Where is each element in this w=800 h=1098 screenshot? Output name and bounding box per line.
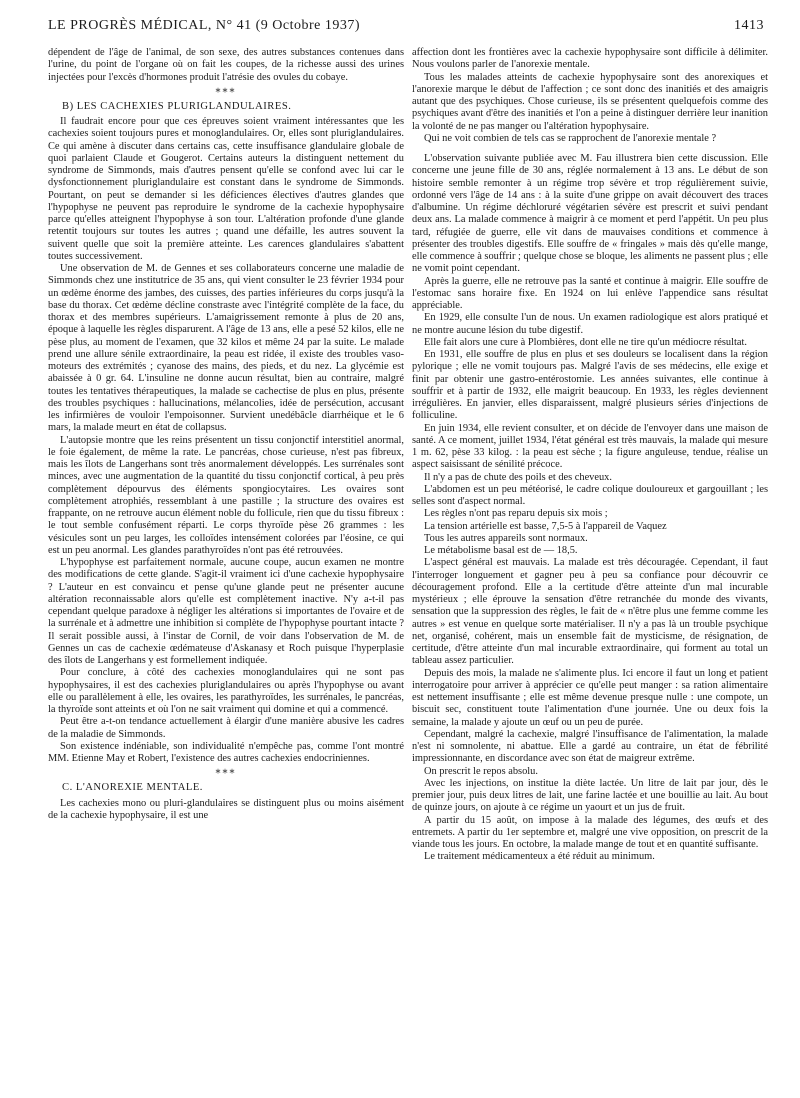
section-heading-c: C. L'ANOREXIE MENTALE.: [62, 782, 203, 794]
running-header: [0, 0, 800, 38]
paragraph: affection dont les frontières avec la cachexie hypophysaire sont difficile à délimiter. Nous voulons parler de l'anorexie mentale.: [412, 47, 768, 71]
paragraph: Tous les malades atteints de cachexie hypophysaire sont des anorexiques et l'anorexie marque le début de l'affection ; ce sont donc des inanitiés et des amaigris autant que des psychiques. Chose curieuse, ils se présentent quelquefois comme des psychiques avant d'être des inanitiés et l'on a peine à distinguer derrière leur inanition la volonté de ne pas manger ou l'altération hypophysaire.: [412, 71, 768, 132]
paragraph: Une observation de M. de Gennes et ses collaborateurs concerne une maladie de Simmonds chez une institutrice de 35 ans, qui vient consulter le 23 février 1934 pour un œdème énorme des jambes, des cuisses, des parties inférieures du corps jusqu'à la base du thorax. Cet œdème décline constraste avec l'intégrité complète de la face, du thorax et des membres supérieurs. L'amaigrissement remonte à plus de 20 ans, époque à laquelle les règles disparurent. A l'âge de 13 ans, elle a pesé 52 kilos, elle ne pèse plus, au moment de l'examen, que 32 kilos et même 24 par la suite. Le malade prend une allure sénile extraordinaire, la peau est ridée, il existe des troubles vaso-moteurs des extrémités ; cyanose des mains, des pieds, et du nez. La glycémie est abaissée à 0 gr. 64. L'insuline ne donne aucun résultat, bien au contraire, malgré toutes les tentatives thérapeutiques, la malade se cachectise de plus en plus, présente des troubles psychiques : hallucinations, mélancolies, idée de persécution, accusant les infirmières de vouloir l'empoisonner. Survient unedébâcle diarrhéique et le 6 mars, la malade meurt en état de collapsus.: [48, 263, 404, 434]
journal-title: LE PROGRÈS MÉDICAL, N° 41 (9 Octobre 1937): [48, 18, 361, 33]
paragraph: dépendent de l'âge de l'animal, de son sexe, des autres substances contenues dans l'urine, du point de l'organe où on fait les coupes, de la richesse aussi des urines injectées pour l'excès d'hormones produit l'atrésie des ovules du cobaye.: [48, 47, 404, 83]
paragraph: Son existence indéniable, son individualité n'empêche pas, comme l'ont montré MM. Etienne May et Robert, l'existence des autres cachexies endocriniennes.: [48, 740, 404, 764]
paragraph: Pour conclure, à côté des cachexies monoglandulaires qui ne sont pas hypophysaires, il est des cachexies pluriglandulaires ou après l'hypophyse ou avant elle ou parallèlement à elle, les ovaires, les parathyroïdes, les surrénales, le pancréas, la thyroïde sont atteints et où l'on ne sait vraiment qui domine et qui a commencé.: [48, 667, 404, 715]
paragraph: L'aspect général est mauvais. La malade est très découragée. Cependant, il faut l'interroger longuement et gagner peu à peu sa confiance pour découvrir ce découragement profond. Elle a la certitude d'être atteinte d'un mal incurable mystérieux ; elle éprouve la sensation d'être retranchée du monde des vivants, sensation que la suppression des règles, le fait de « n'être plus une femme comme les autres » est venue en quelque sorte matérialiser. Il n'y a pas là un trouble psychique net, organisé, cohérent, mais un ensemble fait de mysticisme, de résignation, de certitude, d'être atteinte d'un mal incurable extraordinaire, qui forment au total un tableau assez particulier.: [412, 557, 768, 667]
paragraph: Il n'y a pas de chute des poils et des cheveux.: [424, 471, 612, 483]
paragraph: Qui ne voit combien de tels cas se rapprochent de l'anorexie mentale ?: [424, 132, 717, 144]
section-divider-stars: ⁎⁎⁎: [215, 83, 237, 95]
paragraph-gap: [412, 145, 768, 153]
paragraph: Le métabolisme basal est de — 18,5.: [424, 545, 578, 556]
paragraph: L'autopsie montre que les reins présentent un tissu conjonctif interstitiel anormal, le foie également, de même la rate. Le pancréas, chose curieuse, n'est pas fibreux, mais les îlots de Langerhans sont très anormalement développés. Les surrénales sont minces, avec une augmentation de la quantité du tissu conjonctif cortical, à peu près complètement dépourvus des éléments spongiocytaires. Les ovaires sont complètement atrophiés, ressemblant à une pastille ; la structure des ovaires est frappante, on ne retrouve aucun élément noble du follicule, rien que du tissu fibreux : le tout semble confusément réparti. Le corps thyroïde pèse 26 grammes : les vésicules sont un peu larges, les colloïdes intensément colorées par l'éosine, ce qui est un peu anormal. Les glandes parathyroïdes n'ont pas été retrouvées.: [48, 434, 404, 556]
paragraph: En 1929, elle consulte l'un de nous. Un examen radiologique est alors pratiqué et ne montre aucune lésion du tube digestif.: [412, 312, 768, 336]
right-column: [412, 47, 768, 864]
paragraph: Depuis des mois, la malade ne s'alimente plus. Ici encore il faut un long et patient interrogatoire pour arriver à apprécier ce qu'elle peut manger : sa ration alimentaire est nettement insuffisante ; elle est même devenue presque nulle : une compote, un biscuit sec, constituent toute l'alimentation d'une journée. Une ou deux fois la semaine, la malade y ajoute un œuf ou un peu de purée.: [412, 667, 768, 728]
paragraph: Cependant, malgré la cachexie, malgré l'insuffisance de l'alimentation, la malade n'est ni somnolente, ni abattue. Elle a gardé au contraire, un état de fébrilité impressionnante, en discordance avec son état de maigreur extrême.: [412, 728, 768, 765]
paragraph: Les cachexies mono ou pluri-glandulaires se distinguent plus ou moins aisément de la cachexie hypophysaire, il est une: [48, 797, 404, 821]
paragraph: A partir du 15 août, on impose à la malade des légumes, des œufs et des entremets. A partir du 1er septembre et, malgré une vive opposition, on prescrit de la viande tous les jours. En octobre, la malade mange de tout et en quantité suffisante.: [412, 814, 768, 850]
paragraph: Le traitement médicamenteux a été réduit au minimum.: [424, 851, 655, 863]
paragraph: Les règles n'ont pas reparu depuis six mois ;: [424, 508, 608, 520]
paragraph: Peut être a-t-on tendance actuellement à élargir d'une manière abusive les cadres de la maladie de Simmonds.: [48, 716, 404, 740]
paragraph: Après la guerre, elle ne retrouve pas la santé et continue à maigrir. Elle souffre de l'estomac sans horaire fixe. En 1924 on lui enlève l'appendice sans résultat appréciable.: [412, 275, 768, 311]
paragraph: Elle fait alors une cure à Plombières, dont elle ne tire qu'un médiocre résultat.: [424, 336, 748, 348]
page-number: 1413: [734, 18, 764, 33]
paragraph: On prescrit le repos absolu.: [424, 765, 538, 777]
paragraph: Avec les injections, on institue la diète lactée. Un litre de lait par jour, dès le premier jour, puis deux litres de lait, une farine lactée et une bouillie au lait. Au bout de quinze jours, on ajoute à ce régime un yaourt et un jus de fruit.: [412, 777, 768, 814]
left-column: [48, 47, 404, 822]
section-heading-b: B) LES CACHEXIES PLURIGLANDULAIRES.: [62, 100, 292, 112]
paragraph: La tension artérielle est basse, 7,5-5 à l'appareil de Vaquez: [424, 520, 667, 532]
paragraph: L'abdomen est un peu météorisé, le cadre colique douloureux et gargouillant ; les selles sont d'aspect normal.: [412, 483, 768, 507]
paragraph: En 1931, elle souffre de plus en plus et ses douleurs se localisent dans la région pylorique ; elle ne vomit toujours pas. Malgré l'avis de ses médecins, elle exige et finit par obtenir une gastro-entérostomie. Les années suivantes, elle continue à souffrir et à partir de 1932, elle maigrit beaucoup. En 1933, les règles deviennent irrégulières. En janvier, elles disparaissent, malgré plusieurs séries d'injections de folliculine.: [412, 349, 768, 422]
paragraph: L'observation suivante publiée avec M. Fau illustrera bien cette discussion. Elle concerne une jeune fille de 30 ans, réglée normalement à 13 ans. Le début de son histoire semble remonter à un régime trop sévère et trop régulièrement suivie, ordonné vers l'âge de 14 ans : à la suite d'une grippe on avait découvert des traces d'albumine. Un régime déchloruré végétarien sévère est prescrit et suivi pendant deux ans. La malade commence à maigrir à ce moment et perd l'appétit. Un peu plus tard, réfugiée de guerre, elle vit dans de mauvaises conditions et commence à présenter des troubles digestifs. Elle souffre de « fringales » mais dès qu'elle mange, elle commence à souffrir ; quelque chose se bloque, les aliments ne passent plus ; elle ne vomit point cependant.: [412, 153, 768, 275]
paragraph: Il faudrait encore pour que ces épreuves soient vraiment intéressantes que les cachexies soient toujours pures et monoglandulaires. Or, elles sont pluriglandulaires. Ce qui amène à discuter dans certains cas, cette insuffisance glandulaire globale de quoi parlaient Claude et Gougerot. Certains auteurs la distinguent nettement du syndrome de Simmonds, mais d'autres pensent qu'elle se confond avec lui car le dysfonctionnement pluriglandulaire est constant dans le syndrome de Simmonds. Pourtant, on peut se demander si les déficiences électives d'autres glandes que l'hypophyse ne peuvent pas reproduire le syndrome de la cachexie hypophysaire parce qu'elles atteignent l'hypophyse à son tour. L'altération profonde d'une glande retentit toujours sur toutes les autres ; quand une défaille, les autres souvent la suivent quelle que soit la première atteinte. Les carences glandulaires s'abattent toutes successivement.: [48, 116, 404, 262]
paragraph: En juin 1934, elle revient consulter, et on décide de l'envoyer dans une maison de santé. A ce moment, juillet 1934, l'état général est très mauvais, la malade qui mesure 1 m. 62, pèse 33 kilog. : la peau est sèche ; la figure anguleuse, tendue, réalise un aspect saisissant de sénilité précoce.: [412, 422, 768, 471]
paragraph: L'hypophyse est parfaitement normale, aucune coupe, aucun examen ne montre des modifications de cette glande. S'agit-il vraiment ici d'une cachexie hypophysaire ? L'auteur en est convaincu et pense qu'une glande peut ne présenter aucune altération reconnaissable alors qu'elle est complètement inactive. N'y a-t-il pas cependant quelque paradoxe à négliger les altérations si importantes de l'ovaire et de la surrénale et à admettre une inhibition si complète de l'hypophyse pourtant intacte ? Il serait possible aussi, à l'instar de Cornil, de voir dans l'observation de M. de Gennes un cas de cachexie œdémateuse d'Askanasy et Roch puisque l'hyperplasie des îlots de Langerhans y est formellement indiquée.: [48, 557, 404, 666]
paragraph: Tous les autres appareils sont normaux.: [424, 532, 588, 544]
section-divider-stars: ⁎⁎⁎: [215, 765, 237, 777]
